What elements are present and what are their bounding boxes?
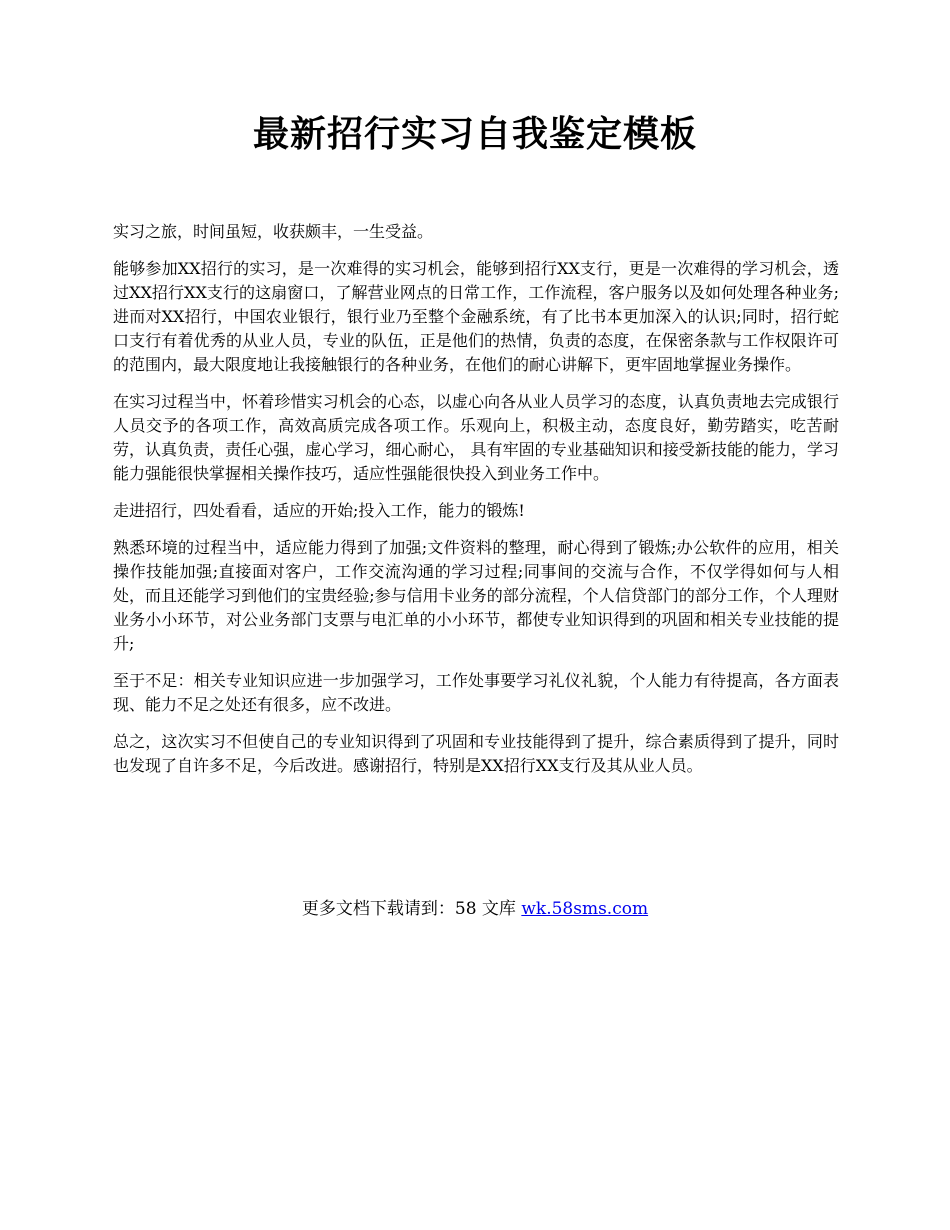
paragraph-conclusion: 总之，这次实习不但使自己的专业知识得到了巩固和专业技能得到了提升，综合素质得到了提升，同时也发现了自许多不足，今后改进。感谢招行，特别是XX招行XX支行及其从业人员。 (113, 732, 839, 775)
paragraph-process: 在实习过程当中，怀着珍惜实习机会的心态，以虚心向各从业人员学习的态度，认真负责地去完成银行人员交予的各项工作，高效高质完成各项工作。乐观向上，积极主动，态度良好，勤劳踏实，吃苦耐劳，认真负责，责任心强，虚心学习，细心耐心， 具有牢固的专业基础知识和接受新技能的能力，学习能力强能很快掌握相关操作技巧，适应性强能很快投入到业务工作中。 (113, 392, 839, 483)
paragraph-gains: 熟悉环境的过程当中，适应能力得到了加强;文件资料的整理，耐心得到了锻炼;办公软件的应用，相关操作技能加强;直接面对客户，工作交流沟通的学习过程;同事间的交流与合作，不仅学得如何与人相处，而且还能学习到他们的宝贵经验;参与信用卡业务的部分流程，个人信贷部门的部分工作，个人理财业务小小环节，对公业务部门支票与电汇单的小小环节，都使专业知识得到的巩固和相关专业技能的提升; (113, 538, 839, 653)
paragraph-start: 走进招行，四处看看，适应的开始;投入工作，能力的锻炼! (113, 501, 525, 520)
paragraph-intro: 实习之旅，时间虽短，收获颇丰，一生受益。 (113, 222, 434, 241)
paragraph-shortcomings: 至于不足：相关专业知识应进一步加强学习，工作处事要学习礼仪礼貌，个人能力有待提高，各方面表现、能力不足之处还有很多，应不改进。 (113, 671, 839, 714)
document-title: 最新招行实习自我鉴定模板 (252, 114, 697, 155)
footer-text: 更多文档下载请到：58 文库 (301, 899, 522, 919)
document-body (113, 220, 839, 791)
paragraph-opportunity: 能够参加XX招行的实习，是一次难得的实习机会，能够到招行XX支行，更是一次难得的学习机会，透过XX招行XX支行的这扇窗口，了解营业网点的日常工作，工作流程，客户服务以及如何处理各种业务;进而对XX招行，中国农业银行，银行业乃至整个金融系统，有了比书本更加深入的认识;同时，招行蛇口支行有着优秀的从业人员，专业的队伍，正是他们的热情，负责的态度，在保密条款与工作权限许可的范围内，最大限度地让我接触银行的各种业务，在他们的耐心讲解下，更牢固地掌握业务操作。 (113, 259, 839, 374)
footer-link[interactable]: wk.58sms.com (521, 899, 649, 919)
download-footer (0, 896, 950, 922)
